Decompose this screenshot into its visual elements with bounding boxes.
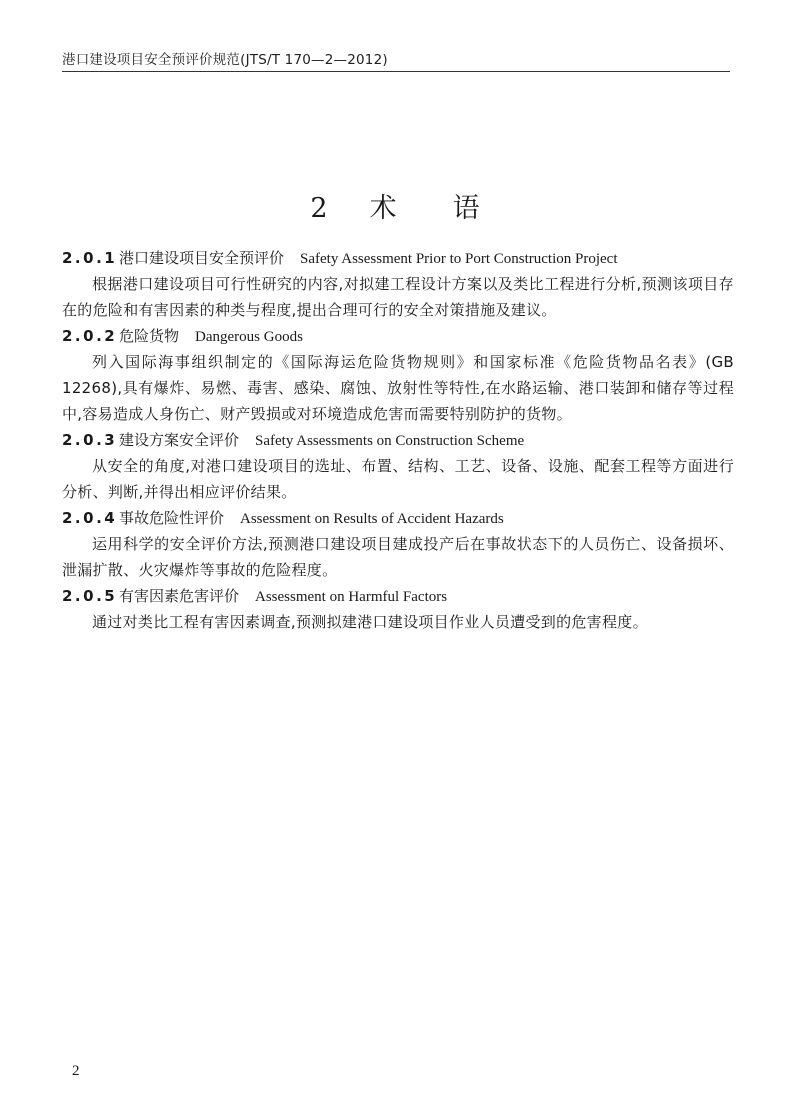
term-definition: 列入国际海事组织制定的《国际海运危险货物规则》和国家标准《危险货物品名表》(GB 12268),具有爆炸、易燃、毒害、感染、腐蚀、放射性等特性,在水路运输、港口装卸和储存等过程中,容易造成人身伤亡、财产毁损或对环境造成危害而需要特别防护的货物。	[62, 353, 734, 423]
term-heading	[62, 323, 734, 349]
term-2-0-1	[62, 245, 734, 323]
term-2-0-3	[62, 427, 734, 505]
term-number: 2.0.3	[62, 431, 118, 449]
term-number: 2.0.1	[62, 249, 118, 267]
term-2-0-4	[62, 505, 734, 583]
term-heading	[62, 427, 734, 453]
term-heading	[62, 583, 734, 609]
term-number: 2.0.2	[62, 327, 118, 345]
term-number: 2.0.5	[62, 587, 118, 605]
term-english-name: Assessment on Harmful Factors	[255, 589, 448, 605]
header-rule	[62, 71, 730, 72]
term-english-name: Assessment on Results of Accident Hazards	[240, 511, 504, 527]
term-heading	[62, 245, 734, 271]
chapter-title-char-1: 术	[369, 193, 397, 224]
term-2-0-5	[62, 583, 734, 635]
term-definition: 从安全的角度,对港口建设项目的选址、布置、结构、工艺、设备、设施、配套工程等方面进行分析、判断,并得出相应评价结果。	[62, 457, 734, 501]
term-english-name: Safety Assessments on Construction Scheme	[255, 433, 525, 449]
chapter-title-char-2: 语	[452, 193, 480, 224]
term-english-name: Safety Assessment Prior to Port Construction Project	[300, 251, 618, 267]
term-chinese-name: 有害因素危害评价	[119, 587, 240, 605]
page-number: 2	[72, 1063, 80, 1079]
running-header: 港口建设项目安全预评价规范(JTS/T 170—2—2012)	[62, 52, 388, 68]
chapter-title	[0, 186, 790, 225]
term-chinese-name: 港口建设项目安全预评价	[119, 249, 285, 267]
term-definition: 运用科学的安全评价方法,预测港口建设项目建成投产后在事故状态下的人员伤亡、设备损坏、泄漏扩散、火灾爆炸等事故的危险程度。	[62, 535, 734, 579]
term-number: 2.0.4	[62, 509, 118, 527]
term-2-0-2	[62, 323, 734, 427]
term-chinese-name: 事故危险性评价	[119, 509, 225, 527]
term-heading	[62, 505, 734, 531]
term-english-name: Dangerous Goods	[195, 329, 303, 345]
term-chinese-name: 危险货物	[119, 327, 180, 345]
term-definition: 通过对类比工程有害因素调查,预测拟建港口建设项目作业人员遭受到的危害程度。	[92, 613, 648, 631]
chapter-number: 2	[310, 193, 328, 224]
term-definition: 根据港口建设项目可行性研究的内容,对拟建工程设计方案以及类比工程进行分析,预测该项目存在的危险和有害因素的种类与程度,提出合理可行的安全对策措施及建议。	[62, 275, 734, 319]
term-chinese-name: 建设方案安全评价	[119, 431, 240, 449]
terms-section	[62, 245, 734, 635]
